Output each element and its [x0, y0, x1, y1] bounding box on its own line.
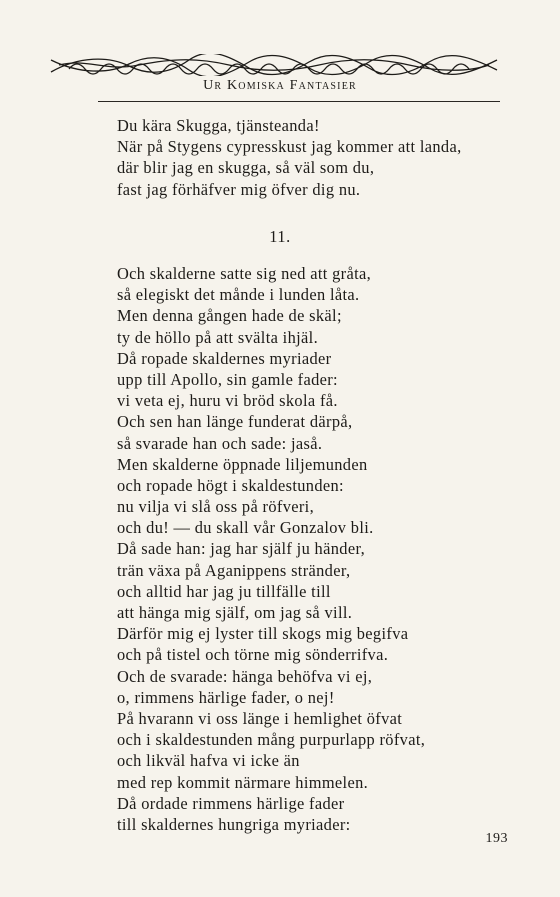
poem-line: Därför mig ej lyster till skogs mig begifva	[117, 624, 409, 644]
poem-line: och du! — du skall vår Gonzalov bli.	[117, 518, 374, 538]
poem-line: nu vilja vi slå oss på röfveri,	[117, 497, 315, 517]
poem-line: Men denna gången hade de skäl;	[117, 306, 342, 326]
header-rule	[98, 101, 500, 102]
poem-line: Men skalderne öppnade liljemunden	[117, 454, 368, 474]
poem-line: upp till Apollo, sin gamle fader:	[117, 369, 338, 389]
poem-line: där blir jag en skugga, så väl som du,	[117, 158, 375, 178]
poem-line: med rep kommit närmare himmelen.	[117, 772, 369, 792]
poem-line: och på tistel och törne mig sönderrifva.	[117, 645, 389, 665]
poem-line: Då ropade skaldernes myriader	[117, 348, 332, 368]
poem-line: att hänga mig själf, om jag så vill.	[117, 603, 353, 622]
poem-line: Och skalderne satte sig ned att gråta,	[117, 264, 372, 283]
stanza-1	[117, 115, 462, 200]
page-number: 193	[485, 831, 508, 846]
poem-line: och ropade högt i skaldestunden:	[117, 475, 344, 495]
poem-line: till skaldernes hungriga myriader:	[117, 814, 351, 834]
poem-line: o, rimmens härlige fader, o nej!	[117, 687, 335, 707]
poem-line: och likväl hafva vi icke än	[117, 751, 300, 771]
poem-line: Då sade han: jag har själf ju händer,	[117, 539, 366, 559]
poem-line: så elegiskt det månde i lunden låta.	[117, 285, 360, 305]
poem-line: och alltid har jag ju tillfälle till	[117, 581, 331, 601]
poem-line: vi veta ej, huru vi bröd skola få.	[117, 391, 338, 411]
running-head: Ur Komiska Fantasier	[203, 78, 357, 93]
poem-line: Du kära Skugga, tjänsteanda!	[117, 116, 320, 135]
poem-line: så svarade han och sade: jaså.	[117, 433, 323, 453]
poem-line: och i skaldestunden mång purpurlapp röfvat,	[117, 730, 426, 750]
ornament-band	[49, 54, 499, 76]
poem-line: Och sen han länge funderat därpå,	[117, 412, 353, 432]
stanza-2	[117, 263, 425, 835]
poem-line: Då ordade rimmens härlige fader	[117, 793, 345, 813]
poem-line: fast jag förhäfver mig öfver dig nu.	[117, 179, 361, 199]
poem-line: Och de svarade: hänga behöfva vi ej,	[117, 666, 373, 686]
poem-line: trän växa på Aganippens stränder,	[117, 560, 351, 580]
poem-line: På hvarann vi oss länge i hemlighet öfvat	[117, 708, 403, 728]
poem-line: ty de höllo på att svälta ihjäl.	[117, 327, 319, 347]
poem-line: När på Stygens cypresskust jag kommer att landa,	[117, 137, 462, 157]
section-number: 11.	[269, 227, 291, 246]
